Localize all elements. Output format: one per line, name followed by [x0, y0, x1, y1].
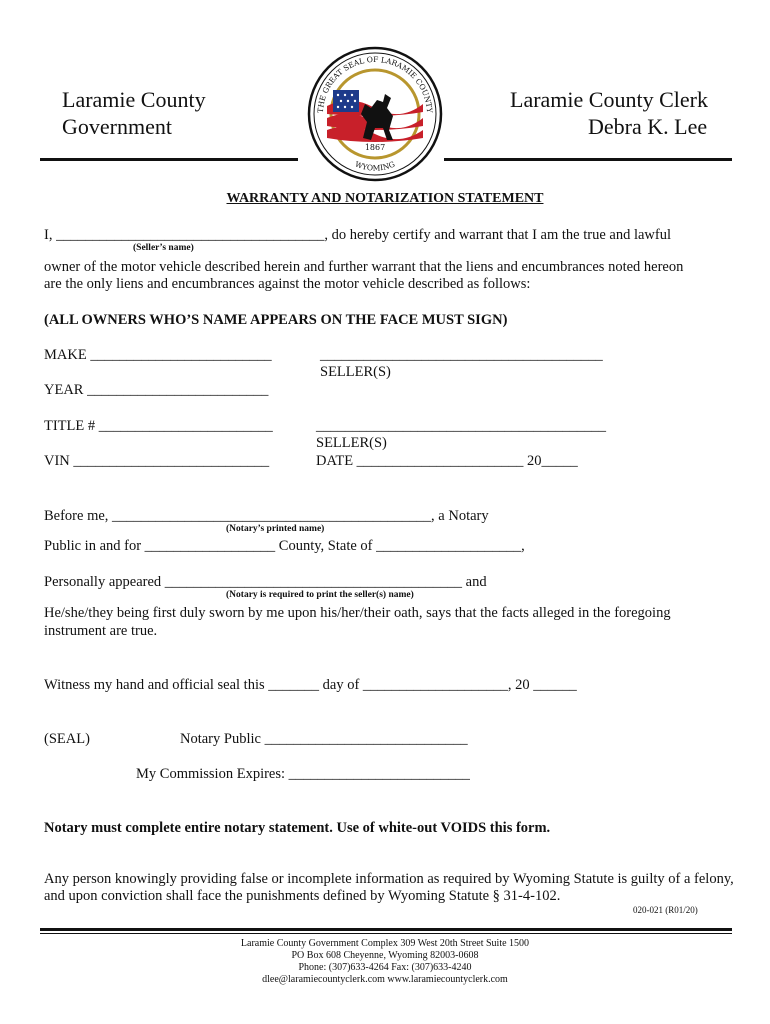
statute-line2: and upon conviction shall face the punishments defined by Wyoming Statute § 31-4-102.: [44, 888, 561, 904]
seal-bottom-text: WYOMING: [353, 159, 397, 173]
seller-label-2: SELLER(S): [316, 435, 387, 451]
county-name-line2: Government: [62, 114, 172, 139]
oath-line1: He/she/they being first duly sworn by me upon his/her/their oath, says that the facts alleged in the foregoing: [44, 605, 671, 621]
make-field[interactable]: MAKE _________________________: [44, 347, 272, 363]
year-field[interactable]: YEAR _________________________: [44, 382, 269, 398]
certify-prefix: I,: [44, 227, 53, 243]
title-number-field[interactable]: TITLE # ________________________: [44, 418, 273, 434]
before-me-line[interactable]: Before me, ____________________________________________, a Notary: [44, 508, 489, 524]
owner-line2: are the only liens and encumbrances against the motor vehicle described as follows:: [44, 276, 531, 292]
footer-contact-line[interactable]: dlee@laramiecountyclerk.com www.laramiecountyclerk.com: [262, 974, 508, 985]
svg-text:WYOMING: [354, 160, 396, 173]
personally-appeared-line[interactable]: Personally appeared _________________________________________ and: [44, 574, 487, 590]
clerk-title: Laramie County Clerk: [510, 87, 708, 112]
seal-label: (SEAL): [44, 731, 90, 747]
seal-year: 1867: [364, 143, 386, 152]
seller-signature-line-2[interactable]: ________________________________________: [316, 418, 606, 434]
footer-phone-line: Phone: (307)633-4264 Fax: (307)633-4240: [298, 962, 472, 973]
seal-top-text: THE GREAT SEAL OF LARAMIE COUNTY: [315, 54, 435, 114]
footer-address-line2: PO Box 608 Cheyenne, Wyoming 82003-0608: [291, 950, 479, 961]
public-in-line[interactable]: Public in and for __________________ County, State of ____________________,: [44, 538, 525, 554]
seller-name-caption: (Seller’s name): [133, 243, 194, 253]
statute-line1: Any person knowingly providing false or incomplete information as required by Wyoming Statute is guilty of a felony,: [44, 871, 734, 887]
header-rule-right: [444, 158, 732, 161]
seller-name-field[interactable]: _____________________________________: [56, 227, 325, 243]
certify-suffix: , do hereby certify and warrant that I am the true and lawful: [324, 227, 671, 243]
certify-line: [44, 227, 671, 244]
county-seal-icon: [305, 42, 445, 187]
seller-signature-line-1[interactable]: _______________________________________: [320, 347, 603, 363]
form-title: WARRANTY AND NOTARIZATION STATEMENT: [226, 191, 544, 206]
county-name-line1: Laramie County: [62, 87, 206, 112]
oath-line2: instrument are true.: [44, 623, 158, 639]
owners-notice: (ALL OWNERS WHO’S NAME APPEARS ON THE FACE MUST SIGN): [44, 312, 508, 328]
notary-public-line[interactable]: Notary Public ____________________________: [180, 731, 468, 747]
footer-address-line1: Laramie County Government Complex 309 West 20th Street Suite 1500: [240, 938, 530, 949]
witness-line[interactable]: Witness my hand and official seal this _______ day of ____________________, 20 ______: [44, 677, 577, 693]
footer-rule-thin: [40, 933, 732, 934]
vin-field[interactable]: VIN ___________________________: [44, 453, 270, 469]
seller-label-1: SELLER(S): [320, 364, 391, 380]
seller-print-caption: (Notary is required to print the seller(s) name): [226, 590, 414, 600]
date-field[interactable]: DATE _______________________ 20_____: [316, 453, 578, 469]
clerk-name: Debra K. Lee: [588, 114, 708, 139]
header-rule-left: [40, 158, 298, 161]
commission-expires-line[interactable]: My Commission Expires: _________________________: [136, 766, 470, 782]
form-code: 020-021 (R01/20): [633, 905, 698, 915]
notary-name-caption: (Notary’s printed name): [226, 524, 325, 534]
footer-rule-thick: [40, 928, 732, 931]
white-out-warning: Notary must complete entire notary statement. Use of white-out VOIDS this form.: [44, 820, 551, 836]
owner-line1: owner of the motor vehicle described herein and further warrant that the liens and encumbrances noted hereon: [44, 259, 684, 275]
